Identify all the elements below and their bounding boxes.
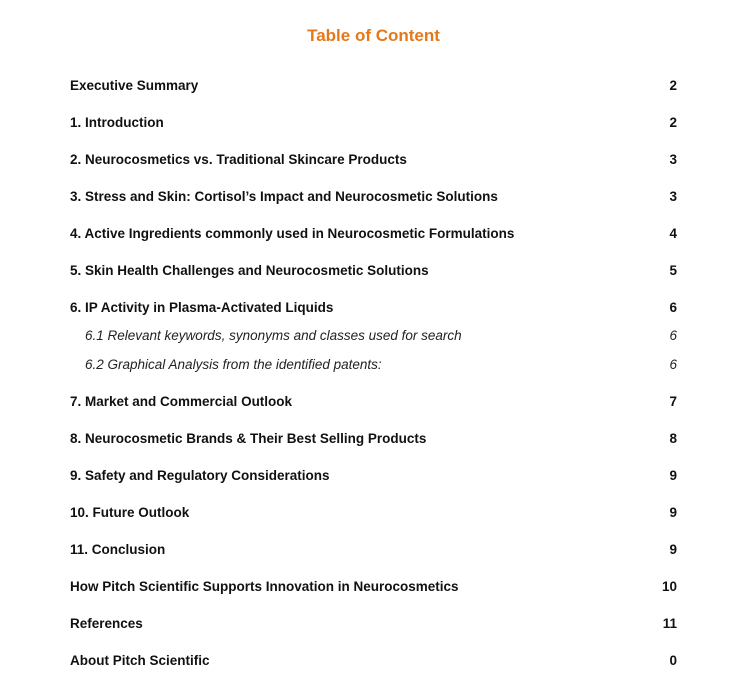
toc-entry-label: Executive Summary — [70, 78, 199, 93]
toc-entry-label: 9. Safety and Regulatory Considerations — [70, 468, 330, 483]
toc-entry-label: 3. Stress and Skin: Cortisol’s Impact and Neurocosmetic Solutions — [70, 189, 498, 204]
toc-subentry[interactable] — [85, 328, 677, 344]
toc-entry-label: 7. Market and Commercial Outlook — [70, 394, 293, 409]
toc-entry[interactable] — [70, 300, 677, 316]
toc-entry-label: 1. Introduction — [70, 115, 164, 130]
toc-entry[interactable] — [70, 653, 677, 669]
toc-entry-page: 3 — [669, 152, 677, 167]
toc-entry-label: About Pitch Scientific — [70, 653, 210, 668]
toc-entry[interactable] — [70, 189, 677, 205]
toc-entry-label: 11. Conclusion — [70, 542, 166, 557]
toc-entry[interactable] — [70, 78, 677, 94]
toc-entry[interactable] — [70, 542, 677, 558]
toc-entry-page: 3 — [669, 189, 677, 204]
toc-entry-page: 9 — [669, 505, 677, 520]
toc-entry-page: 4 — [669, 226, 677, 241]
toc-entry[interactable] — [70, 263, 677, 279]
toc-entry-page: 11 — [662, 616, 677, 631]
toc-title: Table of Content — [307, 26, 440, 45]
toc-entry-label: 5. Skin Health Challenges and Neurocosmetic Solutions — [70, 263, 429, 278]
toc-entry[interactable] — [70, 616, 677, 632]
toc-entry-label: 6. IP Activity in Plasma-Activated Liquids — [70, 300, 334, 315]
toc-entry-page: 6 — [669, 328, 677, 343]
toc-entry-label: 2. Neurocosmetics vs. Traditional Skincare Products — [70, 152, 407, 167]
toc-entry[interactable] — [70, 115, 677, 131]
toc-entry-page: 8 — [669, 431, 677, 446]
toc-entry-page: 6 — [669, 357, 677, 372]
toc-entry[interactable] — [70, 468, 677, 484]
toc-entry[interactable] — [70, 431, 677, 447]
toc-entry-page: 9 — [669, 542, 677, 557]
toc-entry-page: 9 — [669, 468, 677, 483]
toc-entry-label: 6.2 Graphical Analysis from the identified patents: — [85, 357, 382, 372]
toc-entry-label: 4. Active Ingredients commonly used in Neurocosmetic Formulations — [70, 226, 515, 241]
toc-entry[interactable] — [70, 505, 677, 521]
toc-entry-page: 0 — [669, 653, 677, 668]
toc-entry-label: How Pitch Scientific Supports Innovation in Neurocosmetics — [70, 579, 459, 594]
toc-entry-label: 6.1 Relevant keywords, synonyms and classes used for search — [85, 328, 462, 343]
toc-entry[interactable] — [70, 152, 677, 168]
toc-entry-label: 10. Future Outlook — [70, 505, 190, 520]
toc-entry-page: 5 — [669, 263, 677, 278]
toc-entry[interactable] — [70, 394, 677, 410]
toc-entry-page: 6 — [669, 300, 677, 315]
toc-entry[interactable] — [70, 226, 677, 242]
toc-entry-page: 7 — [669, 394, 677, 409]
toc-entry[interactable] — [70, 579, 677, 595]
toc-entry-page: 10 — [661, 579, 677, 594]
toc-entry-page: 2 — [669, 115, 677, 130]
toc-entry-label: References — [70, 616, 143, 631]
toc-entry-page: 2 — [669, 78, 677, 93]
toc-subentry[interactable] — [85, 357, 677, 373]
toc-entry-label: 8. Neurocosmetic Brands & Their Best Selling Products — [70, 431, 427, 446]
